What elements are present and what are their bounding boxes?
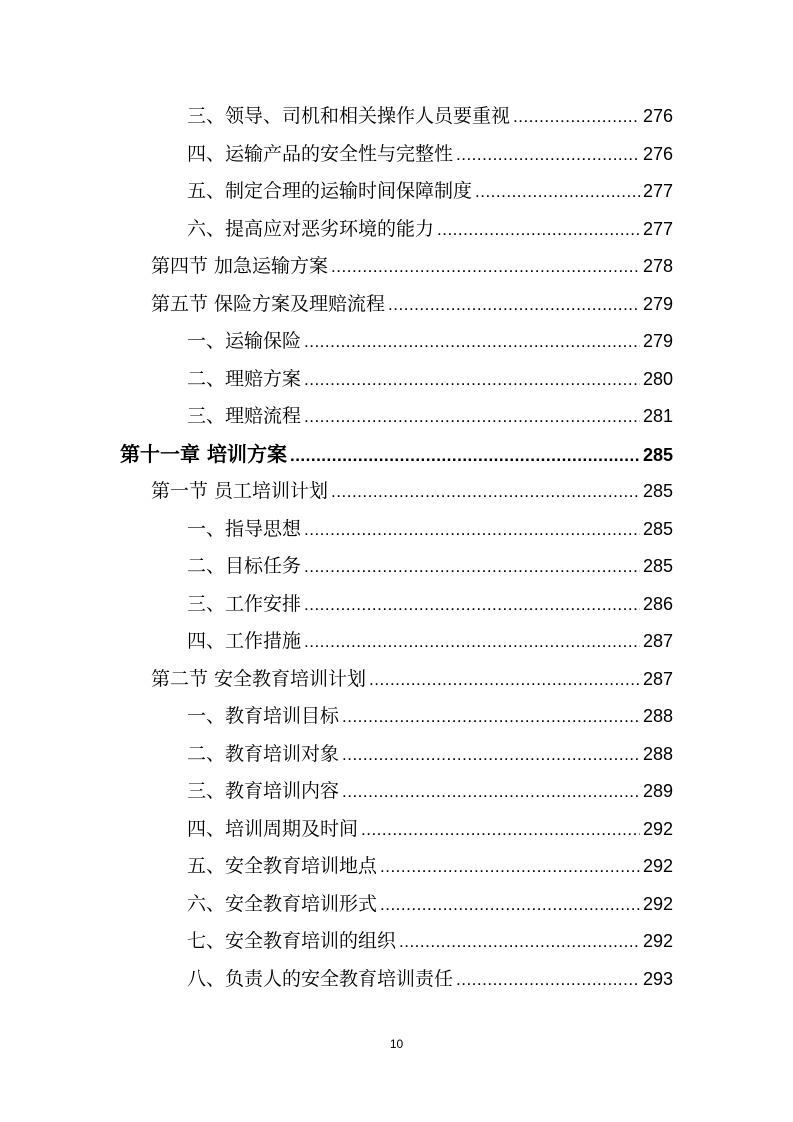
dot-leader bbox=[304, 515, 640, 545]
dot-leader bbox=[369, 665, 640, 695]
toc-entry-label: 七、安全教育培训的组织 bbox=[187, 930, 397, 952]
toc-entry-page: 279 bbox=[642, 331, 673, 351]
toc-entry-item[interactable] bbox=[187, 176, 673, 206]
dot-leader bbox=[342, 702, 640, 732]
dot-leader bbox=[437, 215, 640, 245]
toc-entry-page: 285 bbox=[642, 518, 673, 539]
toc-entry-label: 四、运输产品的安全性与完整性 bbox=[187, 142, 454, 165]
page-number: 10 bbox=[389, 1037, 404, 1051]
toc-entry-label: 第五节 保险方案及理赔流程 bbox=[151, 292, 386, 315]
toc-entry-page: 276 bbox=[642, 143, 673, 164]
toc-entry-label: 四、工作措施 bbox=[187, 630, 302, 652]
toc-entry-page: 279 bbox=[642, 293, 673, 314]
toc-entry-label: 第二节 安全教育培训计划 bbox=[151, 667, 367, 690]
dot-leader bbox=[342, 740, 640, 770]
toc-entry-page: 287 bbox=[642, 631, 673, 651]
toc-entry-page: 281 bbox=[642, 406, 673, 426]
dot-leader bbox=[304, 327, 640, 357]
dot-leader bbox=[290, 441, 640, 471]
toc-entry-label: 三、理赔流程 bbox=[187, 405, 302, 427]
toc-entry-item[interactable] bbox=[187, 851, 673, 881]
toc-entry-section[interactable] bbox=[151, 251, 673, 281]
dot-leader bbox=[304, 627, 640, 657]
toc-entry-label: 第四节 加急运输方案 bbox=[151, 255, 329, 277]
toc-entry-page: 276 bbox=[642, 106, 673, 126]
dot-leader bbox=[331, 477, 640, 507]
toc-entry-label: 五、制定合理的运输时间保障制度 bbox=[187, 180, 473, 202]
toc-entry-section[interactable] bbox=[151, 664, 673, 694]
toc-entry-item[interactable] bbox=[187, 326, 673, 356]
toc-entry-item[interactable] bbox=[187, 626, 673, 656]
toc-entry-item[interactable] bbox=[187, 551, 673, 581]
toc-entry-page: 285 bbox=[642, 556, 673, 576]
dot-leader bbox=[388, 290, 640, 320]
toc-entry-page: 292 bbox=[642, 856, 673, 876]
dot-leader bbox=[380, 852, 640, 882]
toc-entry-page: 277 bbox=[642, 218, 673, 239]
toc-entry-page: 285 bbox=[642, 444, 673, 465]
toc-entry-item[interactable] bbox=[187, 701, 673, 731]
toc-entry-item[interactable] bbox=[187, 514, 673, 544]
dot-leader bbox=[456, 140, 640, 170]
toc-entry-page: 288 bbox=[642, 743, 673, 764]
dot-leader bbox=[361, 815, 640, 845]
toc-entry-item[interactable] bbox=[187, 926, 673, 956]
toc-entry-item[interactable] bbox=[187, 814, 673, 844]
toc-entry-section[interactable] bbox=[151, 289, 673, 319]
toc-entry-page: 285 bbox=[642, 481, 673, 501]
toc-entry-page: 292 bbox=[642, 931, 673, 951]
toc-entry-item[interactable] bbox=[187, 964, 673, 994]
toc-entry-label: 一、指导思想 bbox=[187, 517, 302, 540]
toc-entry-page: 293 bbox=[642, 968, 673, 989]
dot-leader bbox=[475, 177, 640, 207]
dot-leader bbox=[304, 552, 640, 582]
toc-entry-label: 二、教育培训对象 bbox=[187, 742, 340, 765]
toc-entry-page: 278 bbox=[642, 256, 673, 276]
dot-leader bbox=[513, 102, 640, 132]
toc-entry-label: 一、运输保险 bbox=[187, 330, 302, 352]
toc-entry-page: 288 bbox=[642, 706, 673, 726]
toc-entry-item[interactable] bbox=[187, 101, 673, 131]
toc-entry-label: 三、领导、司机和相关操作人员要重视 bbox=[187, 105, 511, 127]
toc-entry-item[interactable] bbox=[187, 364, 673, 394]
toc-entry-item[interactable] bbox=[187, 401, 673, 431]
dot-leader bbox=[304, 365, 640, 395]
toc-entry-label: 二、理赔方案 bbox=[187, 367, 302, 390]
toc-entry-label: 第十一章 培训方案 bbox=[120, 441, 287, 466]
dot-leader bbox=[342, 777, 640, 807]
toc-entry-page: 277 bbox=[642, 181, 673, 201]
toc-entry-page: 287 bbox=[642, 668, 673, 689]
toc-entry-label: 一、教育培训目标 bbox=[187, 705, 340, 727]
toc-entry-page: 292 bbox=[642, 893, 673, 914]
toc-entry-section[interactable] bbox=[151, 476, 673, 506]
toc-entry-chapter[interactable] bbox=[120, 439, 673, 469]
toc-entry-page: 289 bbox=[642, 781, 673, 801]
toc-entry-item[interactable] bbox=[187, 214, 673, 244]
toc-entry-item[interactable] bbox=[187, 889, 673, 919]
toc-entry-label: 二、目标任务 bbox=[187, 555, 302, 577]
toc-entry-label: 三、工作安排 bbox=[187, 592, 302, 615]
dot-leader bbox=[456, 965, 640, 995]
toc-entry-label: 四、培训周期及时间 bbox=[187, 817, 359, 840]
toc-entry-item[interactable] bbox=[187, 776, 673, 806]
dot-leader bbox=[304, 402, 640, 432]
toc-entry-label: 三、教育培训内容 bbox=[187, 780, 340, 802]
dot-leader bbox=[399, 927, 640, 957]
toc-entry-item[interactable] bbox=[187, 589, 673, 619]
toc-entry-page: 292 bbox=[642, 818, 673, 839]
toc-entry-label: 六、提高应对恶劣环境的能力 bbox=[187, 217, 435, 240]
dot-leader bbox=[304, 590, 640, 620]
toc-entry-label: 六、安全教育培训形式 bbox=[187, 892, 378, 915]
toc-entry-label: 五、安全教育培训地点 bbox=[187, 855, 378, 877]
toc-entry-item[interactable] bbox=[187, 139, 673, 169]
toc-entry-label: 第一节 员工培训计划 bbox=[151, 480, 329, 502]
toc-entry-item[interactable] bbox=[187, 739, 673, 769]
dot-leader bbox=[380, 890, 640, 920]
toc-entry-label: 八、负责人的安全教育培训责任 bbox=[187, 967, 454, 990]
toc-entry-page: 286 bbox=[642, 593, 673, 614]
dot-leader bbox=[331, 252, 640, 282]
toc-entry-page: 280 bbox=[642, 368, 673, 389]
